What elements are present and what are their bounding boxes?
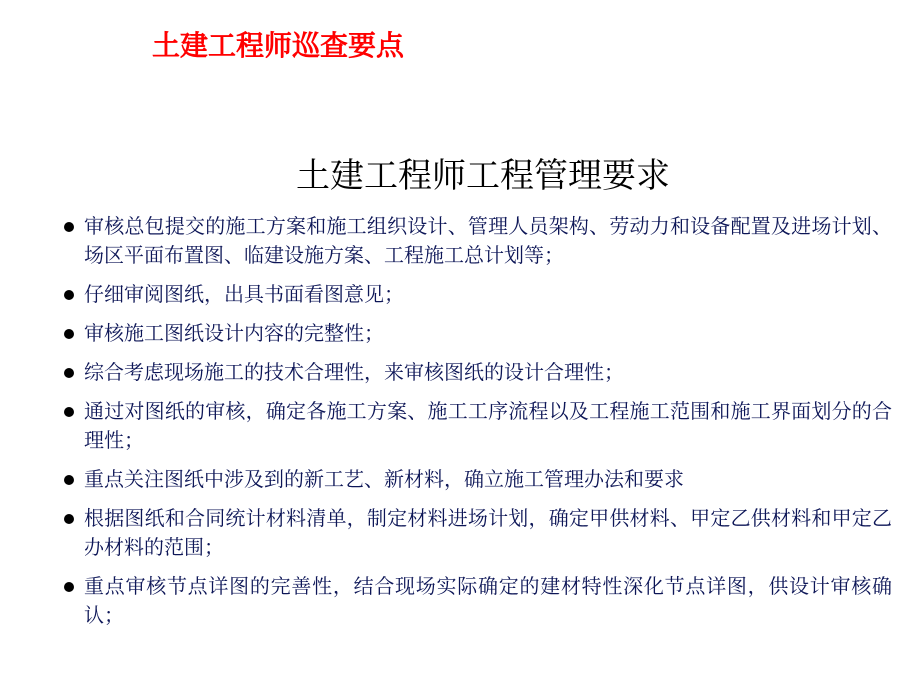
list-item-text: 综合考虑现场施工的技术合理性，来审核图纸的设计合理性； [84,360,624,384]
section-title: 土建工程师工程管理要求 [296,156,670,196]
list-item-text: 重点关注图纸中涉及到的新工艺、新材料，确立施工管理办法和要求 [84,467,684,491]
list-item-text: 审核施工图纸设计内容的完整性； [84,321,384,345]
list-item [62,358,892,387]
bullet-dot-icon [64,222,74,232]
list-item [62,397,892,455]
list-item-text: 审核总包提交的施工方案和施工组织设计、管理人员架构、劳动力和设备配置及进场计划、场区平面布置图、临建设施方案、工程施工总计划等； [84,214,892,267]
slide-header-title: 土建工程师巡查要点 [152,29,405,62]
bullet-dot-icon [64,407,74,417]
list-item [62,504,892,562]
bullet-dot-icon [64,368,74,378]
list-item-text: 通过对图纸的审核，确定各施工方案、施工工序流程以及工程施工范围和施工界面划分的合理性； [84,399,892,452]
list-item-text: 重点审核节点详图的完善性，结合现场实际确定的建材特性深化节点详图，供设计审核确认； [84,574,892,627]
bullet-dot-icon [64,290,74,300]
list-item [62,465,892,494]
list-item [62,212,892,270]
bullet-dot-icon [64,329,74,339]
bullet-dot-icon [64,582,74,592]
list-item-text: 仔细审阅图纸，出具书面看图意见； [84,282,404,306]
list-item [62,280,892,309]
list-item [62,319,892,348]
bullet-dot-icon [64,514,74,524]
bullet-dot-icon [64,475,74,485]
list-item-text: 根据图纸和合同统计材料清单，制定材料进场计划，确定甲供材料、甲定乙供材料和甲定乙办材料的范围； [84,506,892,559]
requirements-list [62,212,892,640]
list-item [62,572,892,630]
